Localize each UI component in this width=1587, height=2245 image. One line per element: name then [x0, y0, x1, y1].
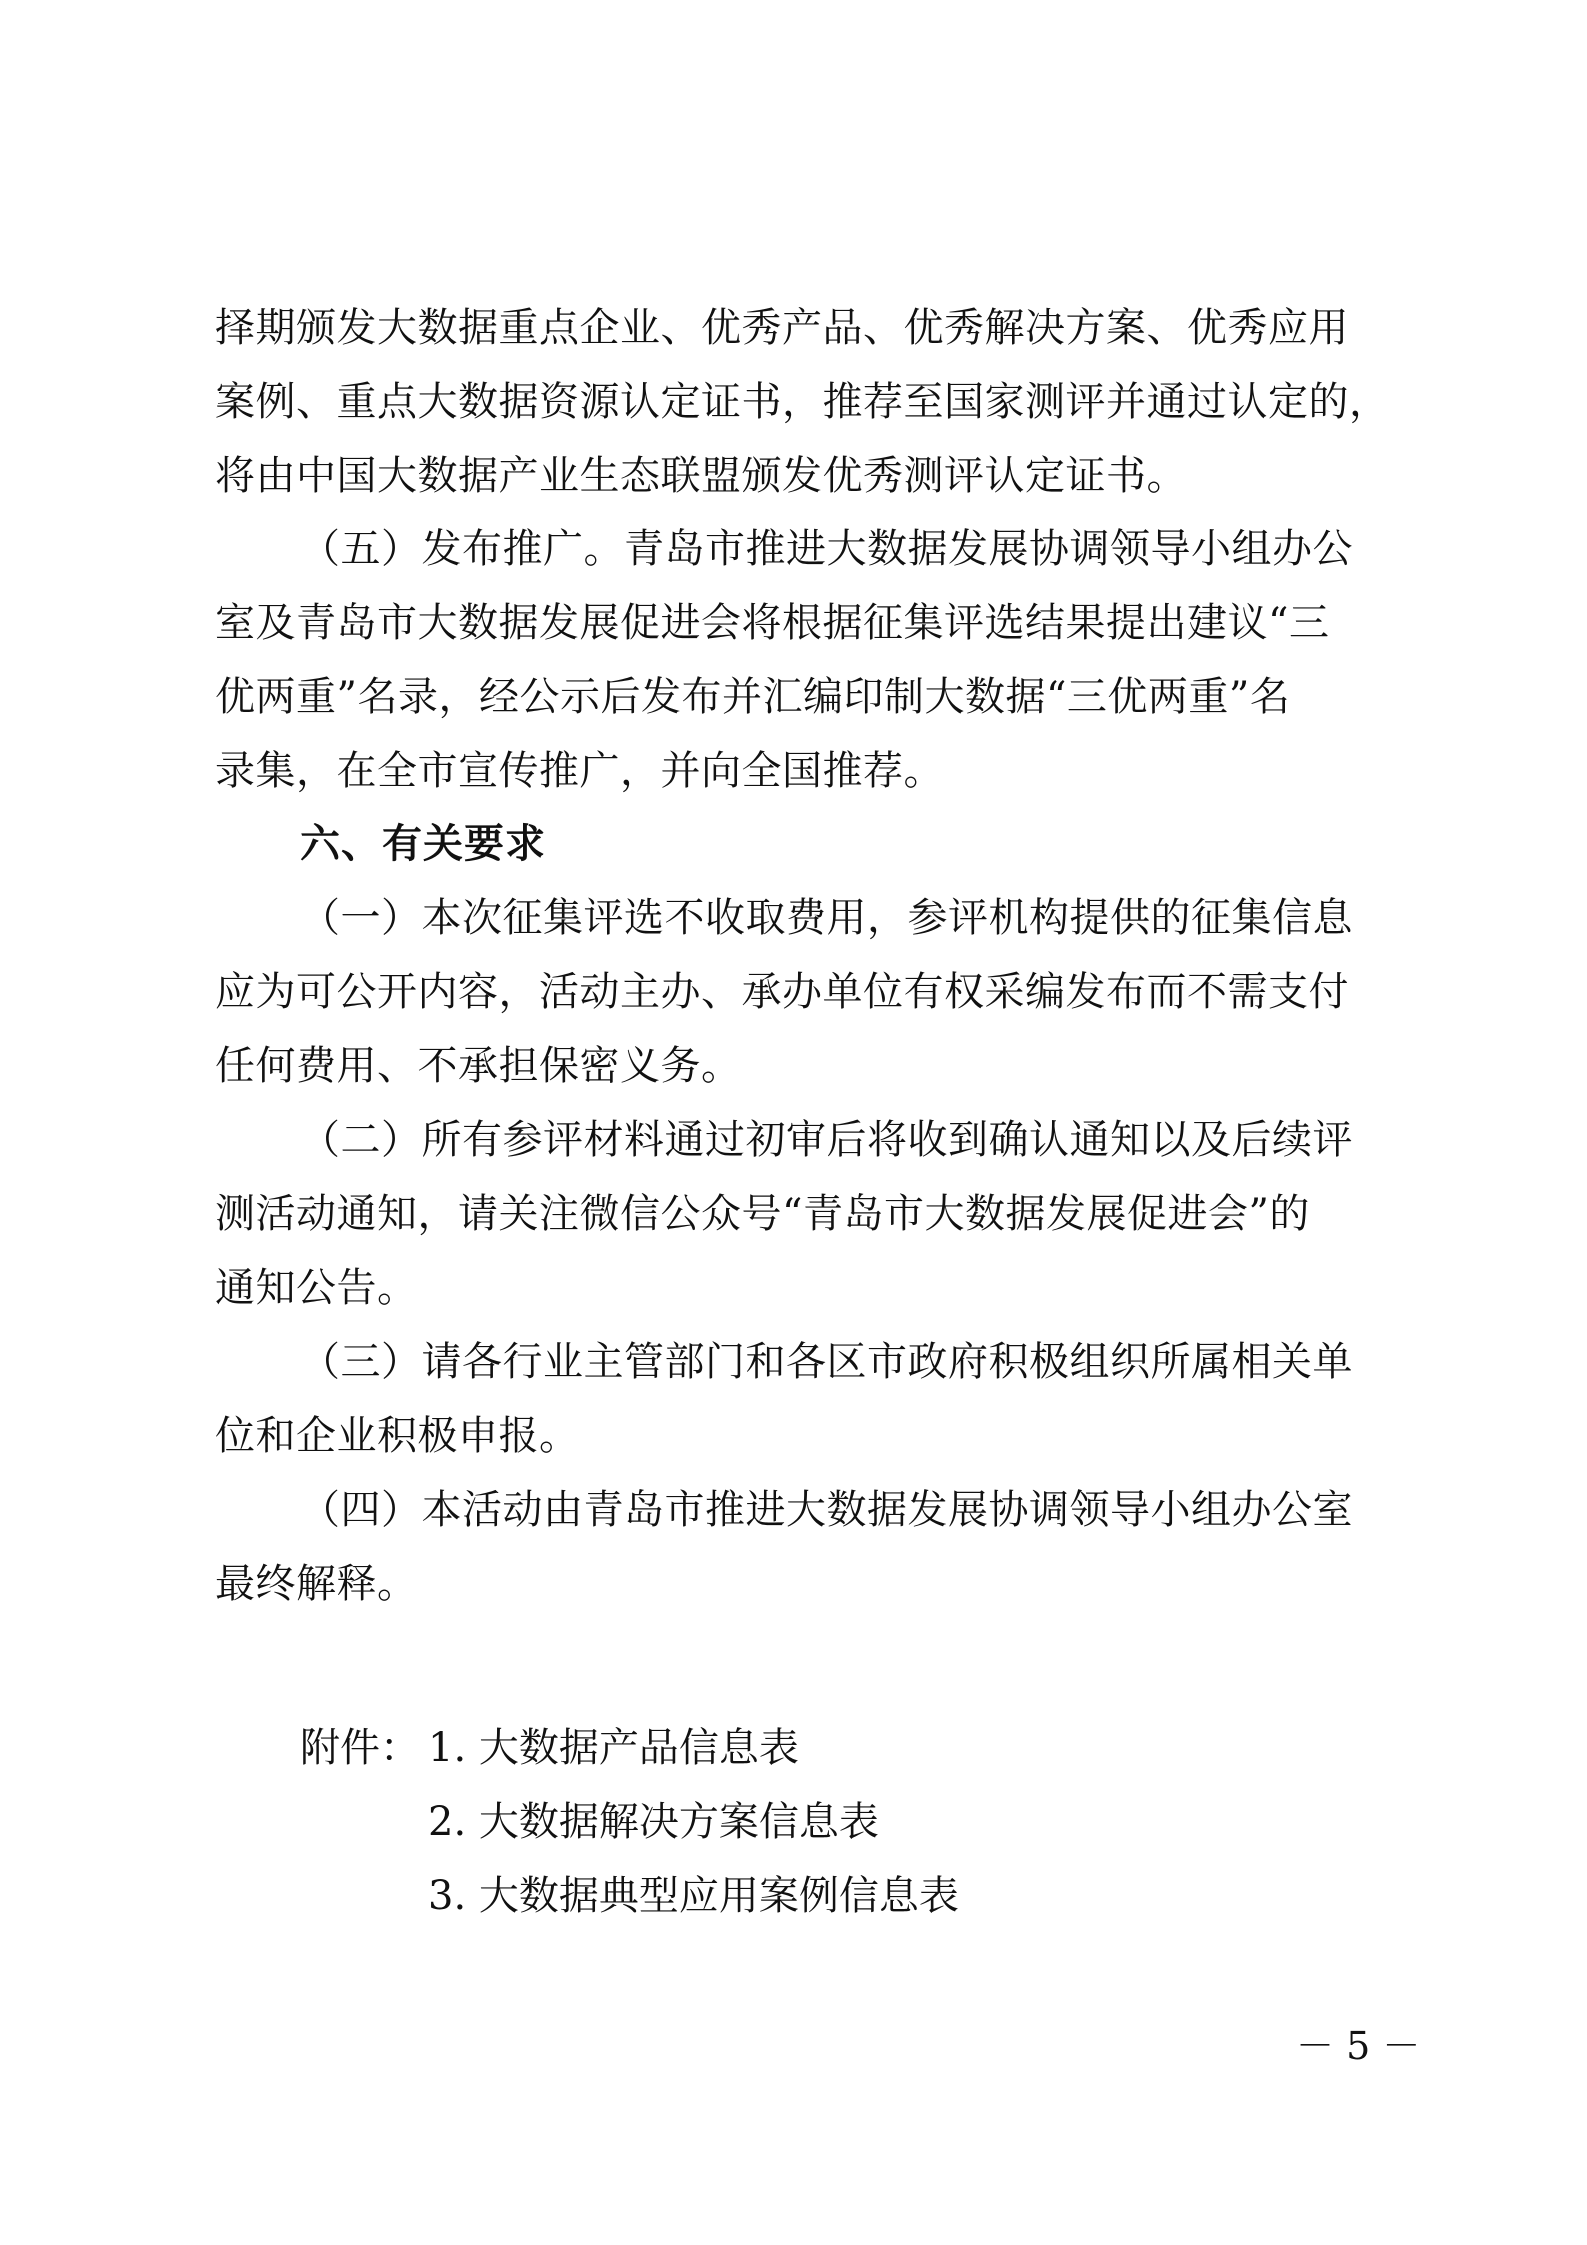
body-line-1: 择期颁发大数据重点企业、优秀产品、优秀解决方案、优秀应用 [215, 305, 1349, 351]
requirement-line-5: 测活动通知，请关注微信公众号“青岛市大数据发展促进会”的 [215, 1191, 1310, 1237]
requirement-line-7: （三）请各行业主管部门和各区市政府积极组织所属相关单 [300, 1339, 1353, 1385]
requirement-line-3: 任何费用、不承担保密义务。 [215, 1043, 742, 1089]
body-line-6: 优两重”名录，经公示后发布并汇编印制大数据“三优两重”名 [215, 674, 1291, 720]
requirement-line-2: 应为可公开内容，活动主办、承办单位有权采编发布而不需支付 [215, 969, 1349, 1015]
requirement-line-1: （一）本次征集评选不收取费用，参评机构提供的征集信息 [300, 895, 1353, 941]
body-line-5: 室及青岛市大数据发展促进会将根据征集评选结果提出建议“三 [215, 600, 1330, 646]
section-heading: 六、有关要求 [300, 821, 546, 867]
requirement-line-8: 位和企业积极申报。 [215, 1413, 580, 1459]
attachments-label: 附件： [300, 1725, 420, 1771]
attachment-item-2: 2. 大数据解决方案信息表 [428, 1799, 879, 1845]
body-line-2: 案例、重点大数据资源认定证书，推荐至国家测评并通过认定的， [215, 379, 1390, 425]
page-number: － 5 － [1296, 2024, 1421, 2068]
attachment-item-1: 1. 大数据产品信息表 [428, 1725, 799, 1771]
attachment-item-3: 3. 大数据典型应用案例信息表 [428, 1873, 959, 1919]
requirement-line-6: 通知公告。 [215, 1265, 418, 1311]
requirement-line-4: （二）所有参评材料通过初审后将收到确认通知以及后续评 [300, 1117, 1353, 1163]
body-line-4: （五）发布推广。青岛市推进大数据发展协调领导小组办公 [300, 526, 1353, 572]
body-line-7: 录集，在全市宣传推广，并向全国推荐。 [215, 748, 944, 794]
requirement-line-10: 最终解释。 [215, 1561, 418, 1607]
requirement-line-9: （四）本活动由青岛市推进大数据发展协调领导小组办公室 [300, 1487, 1353, 1533]
body-line-3: 将由中国大数据产业生态联盟颁发优秀测评认定证书。 [215, 453, 1187, 499]
